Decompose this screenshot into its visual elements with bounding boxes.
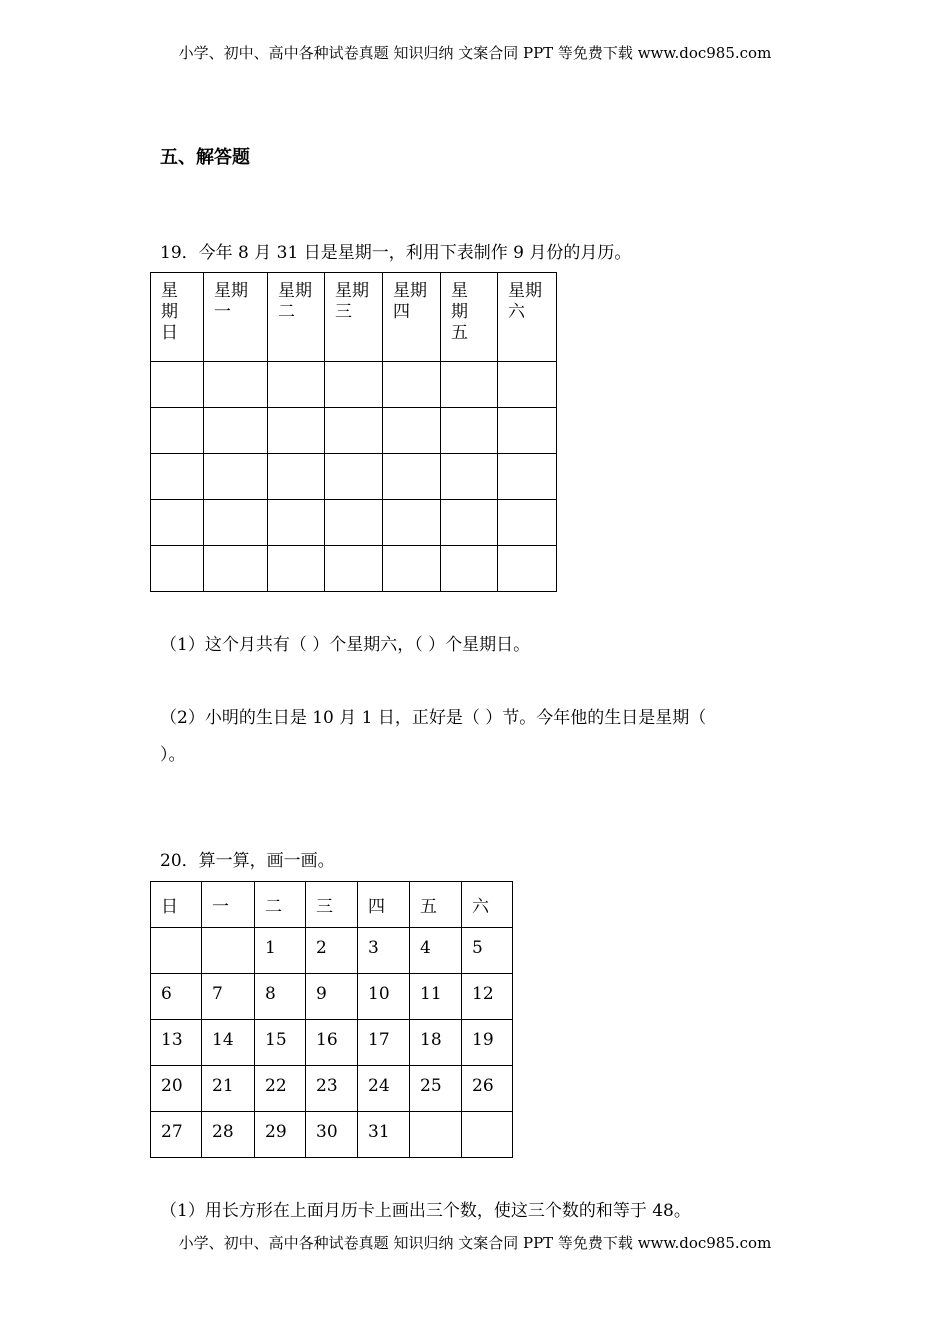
header-cell: 五 <box>410 882 462 928</box>
blank-cell[interactable] <box>268 454 325 500</box>
date-cell[interactable]: 31 <box>358 1112 410 1158</box>
header-cell: 星期二 <box>268 273 325 362</box>
date-cell[interactable]: 30 <box>306 1112 358 1158</box>
calendar-card-table <box>150 881 513 1158</box>
question-20-sub1: （1）用长方形在上面月历卡上画出三个数，使这三个数的和等于 48。 <box>160 1201 691 1221</box>
header-cell: 星期六 <box>498 273 557 362</box>
blank-cell[interactable] <box>204 546 268 592</box>
header-cell: 日 <box>151 882 202 928</box>
header-cell: 星期日 <box>151 273 204 362</box>
date-cell[interactable]: 17 <box>358 1020 410 1066</box>
question-19-sub2-cont: ）。 <box>160 745 186 765</box>
blank-cell[interactable] <box>441 408 498 454</box>
blank-cell[interactable] <box>268 408 325 454</box>
date-cell[interactable] <box>462 1112 513 1158</box>
date-cell[interactable] <box>410 1112 462 1158</box>
blank-cell[interactable] <box>383 362 441 408</box>
section-title: 五、解答题 <box>160 147 250 168</box>
date-cell[interactable]: 29 <box>255 1112 306 1158</box>
date-cell[interactable]: 26 <box>462 1066 513 1112</box>
date-cell[interactable]: 24 <box>358 1066 410 1112</box>
header-cell: 三 <box>306 882 358 928</box>
blank-cell[interactable] <box>498 362 557 408</box>
date-cell[interactable]: 21 <box>202 1066 255 1112</box>
date-cell[interactable]: 10 <box>358 974 410 1020</box>
blank-cell[interactable] <box>498 408 557 454</box>
date-cell[interactable]: 4 <box>410 928 462 974</box>
blank-cell[interactable] <box>441 500 498 546</box>
date-cell[interactable] <box>202 928 255 974</box>
header-cell: 二 <box>255 882 306 928</box>
blank-cell[interactable] <box>441 546 498 592</box>
blank-cell[interactable] <box>151 546 204 592</box>
blank-cell[interactable] <box>325 500 383 546</box>
blank-cell[interactable] <box>204 454 268 500</box>
date-cell[interactable]: 9 <box>306 974 358 1020</box>
date-cell[interactable]: 16 <box>306 1020 358 1066</box>
date-cell[interactable]: 18 <box>410 1020 462 1066</box>
header-cell: 星期四 <box>383 273 441 362</box>
blank-cell[interactable] <box>325 408 383 454</box>
blank-cell[interactable] <box>151 362 204 408</box>
blank-cell[interactable] <box>151 500 204 546</box>
blank-cell[interactable] <box>498 500 557 546</box>
date-cell[interactable]: 1 <box>255 928 306 974</box>
question-19-sub2: （2）小明的生日是 10 月 1 日，正好是（ ）节。今年他的生日是星期（ <box>160 708 707 728</box>
date-cell[interactable]: 23 <box>306 1066 358 1112</box>
header-cell: 星期三 <box>325 273 383 362</box>
calendar-blank-table <box>150 272 557 592</box>
date-cell[interactable]: 7 <box>202 974 255 1020</box>
blank-cell[interactable] <box>325 362 383 408</box>
header-cell: 星期五 <box>441 273 498 362</box>
header-cell: 四 <box>358 882 410 928</box>
blank-cell[interactable] <box>498 546 557 592</box>
date-cell[interactable]: 20 <box>151 1066 202 1112</box>
blank-cell[interactable] <box>325 454 383 500</box>
blank-cell[interactable] <box>383 500 441 546</box>
date-cell[interactable]: 3 <box>358 928 410 974</box>
blank-cell[interactable] <box>151 408 204 454</box>
date-cell[interactable]: 13 <box>151 1020 202 1066</box>
date-cell[interactable]: 8 <box>255 974 306 1020</box>
date-cell[interactable]: 12 <box>462 974 513 1020</box>
blank-cell[interactable] <box>383 546 441 592</box>
blank-cell[interactable] <box>325 546 383 592</box>
page-footer: 小学、初中、高中各种试卷真题 知识归纳 文案合同 PPT 等免费下载 www.doc985.com <box>178 1234 772 1252</box>
date-cell[interactable]: 15 <box>255 1020 306 1066</box>
blank-cell[interactable] <box>268 362 325 408</box>
blank-cell[interactable] <box>268 546 325 592</box>
blank-cell[interactable] <box>204 408 268 454</box>
blank-cell[interactable] <box>383 408 441 454</box>
question-19-prompt: 19．今年 8 月 31 日是星期一，利用下表制作 9 月份的月历。 <box>160 243 632 263</box>
blank-cell[interactable] <box>383 454 441 500</box>
date-cell[interactable]: 6 <box>151 974 202 1020</box>
date-cell[interactable]: 5 <box>462 928 513 974</box>
date-cell[interactable]: 14 <box>202 1020 255 1066</box>
question-19-sub1: （1）这个月共有（ ）个星期六，（ ）个星期日。 <box>160 635 531 655</box>
header-cell: 六 <box>462 882 513 928</box>
date-cell[interactable]: 27 <box>151 1112 202 1158</box>
header-cell: 星期一 <box>204 273 268 362</box>
date-cell[interactable]: 2 <box>306 928 358 974</box>
date-cell[interactable]: 19 <box>462 1020 513 1066</box>
date-cell[interactable]: 11 <box>410 974 462 1020</box>
date-cell[interactable] <box>151 928 202 974</box>
question-20-prompt: 20．算一算，画一画。 <box>160 851 335 871</box>
date-cell[interactable]: 22 <box>255 1066 306 1112</box>
blank-cell[interactable] <box>498 454 557 500</box>
header-cell: 一 <box>202 882 255 928</box>
blank-cell[interactable] <box>441 362 498 408</box>
blank-cell[interactable] <box>151 454 204 500</box>
blank-cell[interactable] <box>204 362 268 408</box>
blank-cell[interactable] <box>268 500 325 546</box>
date-cell[interactable]: 28 <box>202 1112 255 1158</box>
blank-cell[interactable] <box>204 500 268 546</box>
page-header: 小学、初中、高中各种试卷真题 知识归纳 文案合同 PPT 等免费下载 www.doc985.com <box>178 44 772 62</box>
date-cell[interactable]: 25 <box>410 1066 462 1112</box>
blank-cell[interactable] <box>441 454 498 500</box>
